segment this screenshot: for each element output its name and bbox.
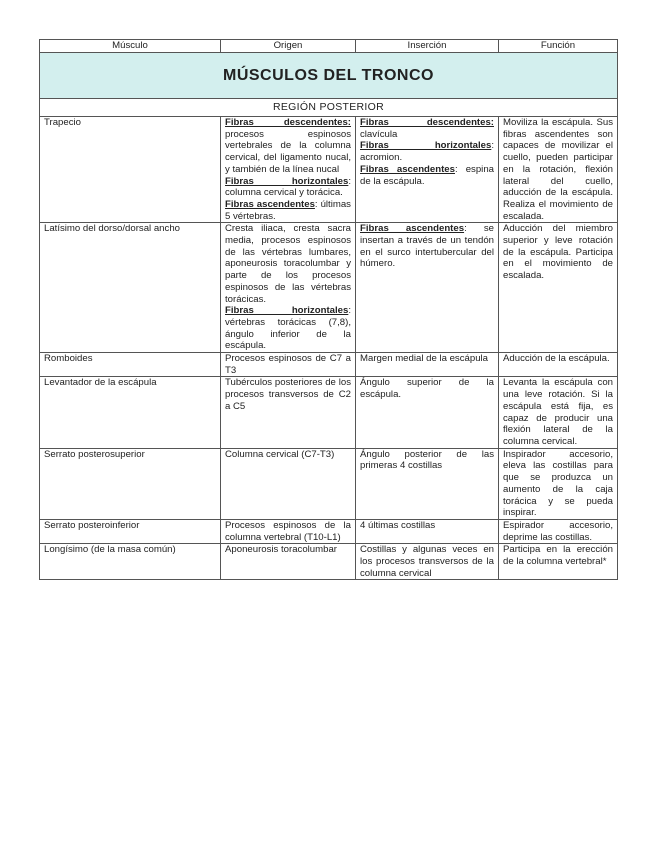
funcion-cell: Participa en la erección de la columna vertebral*	[499, 544, 618, 580]
header-funcion: Función	[499, 40, 618, 53]
fiber-label: Fibras ascendentes	[360, 223, 465, 235]
segment-text: Procesos espinosos de la columna vertebral (T10-L1)	[225, 519, 351, 543]
muscle-name: Latísimo del dorso/dorsal ancho	[40, 223, 221, 353]
origen-cell	[221, 223, 356, 353]
segment-text: : acromion.	[360, 140, 494, 164]
segment-text: : vértebras torácicas (7,8), ángulo inferior de la escápula.	[225, 305, 351, 352]
funcion-cell: Aducción de la escápula.	[499, 353, 618, 377]
origen-segment	[225, 353, 351, 376]
header-row	[40, 40, 618, 53]
segment-text: : columna cervical y torácica.	[225, 175, 351, 199]
insercion-segment	[360, 117, 494, 140]
table-row	[40, 117, 618, 223]
funcion-cell: Espirador accesorio, deprime las costillas.	[499, 519, 618, 543]
segment-text: Ángulo superior de la escápula.	[360, 377, 494, 401]
fiber-label: Fibras ascendentes	[360, 163, 455, 175]
origen-segment	[225, 199, 351, 222]
origen-cell	[221, 377, 356, 448]
insercion-cell	[356, 223, 499, 353]
funcion-cell: Aducción del miembro superior y leve rotación de la escápula. Participa en el movimiento de escalada.	[499, 223, 618, 353]
segment-text: Tubérculos posteriores de los procesos transversos de C2 a C5	[225, 377, 351, 412]
segment-text: : se insertan a través de un tendón en el surco intertubercular del húmero.	[360, 223, 494, 270]
table-row	[40, 353, 618, 377]
subtitle-row	[40, 99, 618, 117]
title-row	[40, 53, 618, 99]
insercion-segment	[360, 520, 494, 532]
origen-cell	[221, 448, 356, 519]
origen-segment	[225, 176, 351, 199]
section-subtitle: REGIÓN POSTERIOR	[40, 99, 618, 117]
fiber-label: Fibras descendentes:	[360, 117, 494, 128]
segment-text: Columna cervical (C7-T3)	[225, 448, 335, 460]
table-row	[40, 377, 618, 448]
table-row	[40, 223, 618, 353]
origen-cell	[221, 544, 356, 580]
segment-text: : espina de la escápula.	[360, 163, 494, 187]
header-musculo: Músculo	[40, 40, 221, 53]
fiber-label: Fibras horizontales	[360, 140, 492, 152]
origen-cell	[221, 117, 356, 223]
insercion-segment	[360, 449, 494, 472]
origen-segment	[225, 544, 351, 556]
segment-text: Aponeurosis toracolumbar	[225, 544, 337, 556]
segment-text: Ángulo posterior de las primeras 4 costillas	[360, 448, 494, 472]
insercion-segment	[360, 353, 494, 365]
segment-text: : últimas 5 vértebras.	[225, 198, 351, 222]
insercion-cell	[356, 544, 499, 580]
insercion-segment	[360, 140, 494, 163]
segment-text: Procesos espinosos de C7 a T3	[225, 353, 351, 376]
insercion-cell	[356, 353, 499, 377]
origen-segment	[225, 117, 351, 176]
fiber-label: Fibras horizontales	[225, 175, 349, 187]
muscle-table	[39, 39, 618, 580]
table-title: MÚSCULOS DEL TRONCO	[40, 53, 618, 99]
muscle-name: Longísimo (de la masa común)	[40, 544, 221, 580]
origen-segment	[225, 520, 351, 543]
muscle-name: Serrato posterosuperior	[40, 448, 221, 519]
insercion-cell	[356, 519, 499, 543]
origen-segment	[225, 449, 351, 461]
segment-text: clavícula	[360, 128, 398, 140]
insercion-segment	[360, 223, 494, 270]
table-row	[40, 519, 618, 543]
insercion-segment	[360, 377, 494, 400]
insercion-segment	[360, 164, 494, 187]
insercion-cell	[356, 448, 499, 519]
table-row	[40, 544, 618, 580]
insercion-cell	[356, 117, 499, 223]
funcion-cell: Levanta la escápula con una leve rotación. Si la escápula está fija, es capaz de producir una flexión lateral de la columna cervical.	[499, 377, 618, 448]
fiber-label: Fibras horizontales	[225, 305, 349, 317]
muscle-name: Levantador de la escápula	[40, 377, 221, 448]
segment-text: Margen medial de la escápula	[360, 353, 488, 365]
fiber-label: Fibras ascendentes	[225, 198, 315, 210]
muscle-name: Serrato posteroinferior	[40, 519, 221, 543]
muscle-name: Trapecio	[40, 117, 221, 223]
funcion-cell: Moviliza la escápula. Sus fibras ascendentes son capaces de movilizar el cuello, pueden participar en la rotación, flexión lateral del cuello, aducción de la escápula. Realiza el movimiento de escalada.	[499, 117, 618, 223]
header-origen: Origen	[221, 40, 356, 53]
origen-cell	[221, 519, 356, 543]
origen-segment	[225, 305, 351, 352]
muscle-name: Romboides	[40, 353, 221, 377]
segment-text: Costillas y algunas veces en los procesos transversos de la columna cervical	[360, 544, 494, 579]
origen-segment	[225, 377, 351, 412]
segment-text: Cresta iliaca, cresta sacra media, procesos espinosos de las vértebras lumbares, aponeurosis toracolumbar y parte de los procesos espinosos de las vértebras torácicas.	[225, 223, 351, 305]
origen-segment	[225, 223, 351, 305]
table-row	[40, 448, 618, 519]
header-insercion: Inserción	[356, 40, 499, 53]
origen-cell	[221, 353, 356, 377]
fiber-label: Fibras descendentes:	[225, 117, 351, 128]
segment-text: procesos espinosos vertebrales de la columna cervical, del ligamento nucal, y también de la línea nucal	[225, 128, 351, 175]
funcion-cell: Inspirador accesorio, eleva las costillas para que se produzca un aumento de la caja torácica y se pueda inspirar.	[499, 448, 618, 519]
segment-text: 4 últimas costillas	[360, 519, 436, 531]
insercion-cell	[356, 377, 499, 448]
insercion-segment	[360, 544, 494, 579]
